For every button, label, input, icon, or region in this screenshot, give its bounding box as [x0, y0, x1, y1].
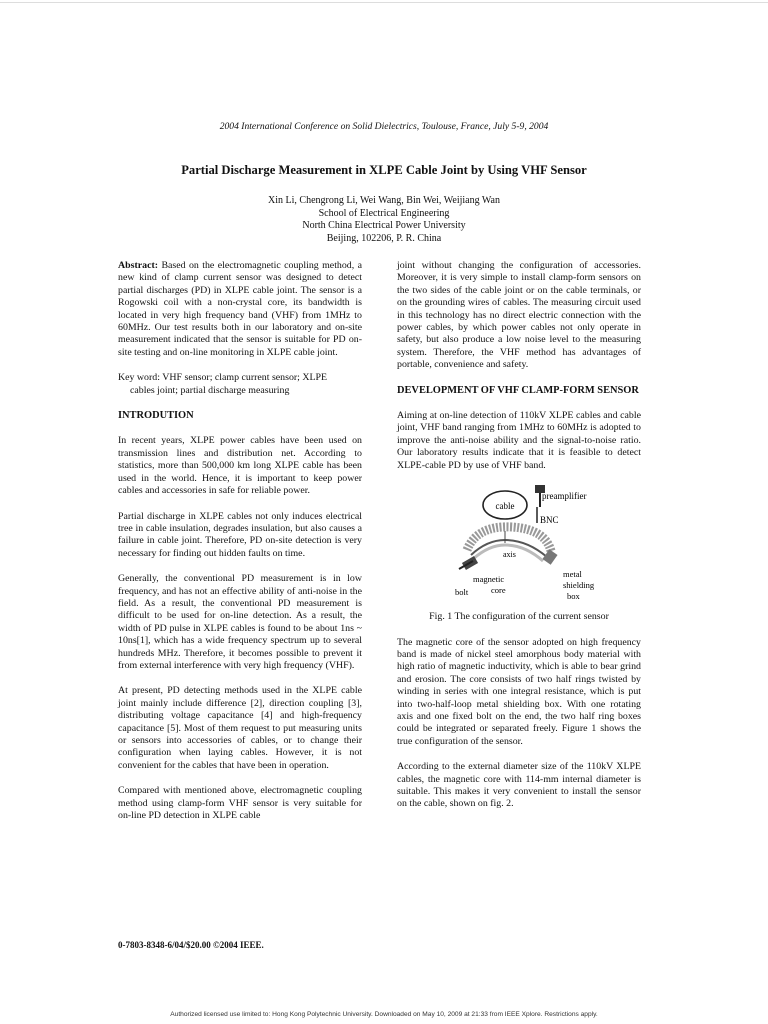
copyright-line: 0-7803-8348-6/04/$20.00 ©2004 IEEE. — [118, 940, 264, 950]
abstract-label: Abstract: — [118, 260, 159, 271]
label-bnc: BNC — [540, 515, 559, 526]
diameter-paragraph: According to the external diameter size of the 110kV XLPE cables, the magnetic core with 114-mm internal diameter is suitable. This makes it very convenient to install the sensor on the cable, shown on fig. 2. — [397, 761, 641, 810]
author-block — [0, 195, 768, 245]
section-heading: DEVELOPMENT OF VHF CLAMP-FORM SENSOR — [397, 384, 639, 396]
label-preamplifier: preamplifier — [542, 491, 587, 502]
affiliation-school: School of Electrical Engineering — [318, 207, 450, 219]
keywords-line1: Key word: VHF sensor; clamp current sensor; XLPE — [118, 372, 328, 384]
conference-header: 2004 International Conference on Solid Dielectrics, Toulouse, France, July 5-9, 2004 — [219, 121, 549, 132]
intro-paragraph-4: At present, PD detecting methods used in the XLPE cable joint mainly include difference [2], direction coupling [3], distributing voltage capacitance [4] and high-frequency capacitance [5]. Most of them request to put measuring units or sensors into accessories of cables, or to change their configuration when laying cables. However, it is not convenient for the cables that have been in operation. — [118, 685, 362, 771]
left-column — [118, 260, 362, 835]
label-box: box — [567, 591, 580, 602]
label-cable: cable — [495, 501, 515, 512]
right-column — [397, 260, 641, 824]
affiliation-university: North China Electrical Power University — [302, 220, 466, 232]
label-magnetic: magnetic — [473, 574, 505, 585]
abstract-text: Based on the electromagnetic coupling method, a new kind of clamp current sensor was designed to detect partial discharges (PD) in XLPE cable joint. The sensor is a Rogowski coil with a non-crystal core, its bandwidth is located in very high frequency band (VHF) from 1MHz to 60MHz. Our test results both in our laboratory and on-site measurement indicated that the sensor is suitable for PD on-site testing and on-line monitoring in XLPE cable joint. — [118, 260, 362, 358]
abstract — [118, 260, 362, 359]
label-axis: axis — [503, 550, 516, 560]
intro-paragraph-2: Partial discharge in XLPE cables not only induces electrical tree in cable insulation, degrades insulation, but also causes a failure in cable joint. Therefore, PD on-site detection is very necessary for finding out hidden faults on time. — [118, 510, 362, 559]
introduction-heading: INTRODUTION — [118, 410, 194, 422]
label-metal: metal — [563, 569, 582, 580]
sensor-diagram — [397, 485, 641, 607]
label-core: core — [491, 585, 506, 596]
continuation-paragraph: joint without changing the configuration of accessories. Moreover, it is very simple to install clamp-form sensors on the two sides of the cable joint or on the cable terminals, or on the grounding wires of cables. The measuring circuit used in this technology has no direct electric connection with the power cables, by which power cables not only operate in safety, but also produce a low noise level to the measuring system. Therefore, the VHF method has advantages of portable, convenience and safety. — [397, 260, 641, 371]
label-shielding: shielding — [563, 580, 595, 591]
label-bolt: bolt — [455, 587, 469, 598]
license-footer: Authorized licensed use limited to: Hong Kong Polytechnic University. Downloaded on May 10, 2009 at 21:33 from IEEE Xplore. Restrictions apply. — [170, 1011, 598, 1018]
affiliation-city: Beijing, 102206, P. R. China — [326, 232, 442, 244]
keywords-line2: cables joint; partial discharge measuring — [130, 384, 290, 396]
top-border — [0, 2, 768, 3]
intro-paragraph-5: Compared with mentioned above, electromagnetic coupling method using clamp-form VHF sensor is very suitable for on-line PD detection in XLPE cable — [118, 785, 362, 822]
intro-paragraph-1: In recent years, XLPE power cables have been used on transmission lines and distribution net. According to statistics, more than 500,000 km long XLPE cable has been used in the world. Hence, it is important to keep power cables and accessories in safe for reliable power. — [118, 435, 362, 497]
shielding-end — [542, 549, 557, 565]
core-paragraph: The magnetic core of the sensor adopted on high frequency band is made of nickel steel amorphous body material with high ratio of magnetic inductivity, which is able to bear grind and erosion. The core consists of two half rings twisted by winding in series with one integral resistance, which is put into two-half-loop metal shielding box. With one rotating axis and one fixed bolt on the end, the two half ring boxes could be integrated or separated freely. Figure 1 shows the true configuration of the sensor. — [397, 636, 641, 747]
aiming-paragraph: Aiming at on-line detection of 110kV XLPE cables and cable joint, VHF band ranging from 1MHz to 60MHz is adopted to improve the anti-noise ability and the signal-to-noise ratio. Our laboratory results indicate that it is feasible to detect XLPE-cable PD by use of VHF band. — [397, 410, 641, 471]
sensor-figure — [397, 485, 641, 607]
intro-paragraph-3: Generally, the conventional PD measurement is in low frequency, and has not an effective ability of anti-noise in the field. As a result, the conventional PD measurement is difficult to be used for on-line detection. As a result, the width of PD pulse in XLPE cables is found to be about 1ns ~ 10ns[1], which has a wide frequency spectrum up to several hundreds MHz. Therefore, it becomes possible to prevent it from external interference with very high frequency (VHF). — [118, 573, 362, 671]
figure-caption: Fig. 1 The configuration of the current sensor — [429, 611, 609, 623]
paper-title: Partial Discharge Measurement in XLPE Cable Joint by Using VHF Sensor — [181, 163, 587, 177]
keywords — [118, 372, 362, 397]
authors: Xin Li, Chengrong Li, Wei Wang, Bin Wei, Weijiang Wan — [268, 195, 500, 206]
